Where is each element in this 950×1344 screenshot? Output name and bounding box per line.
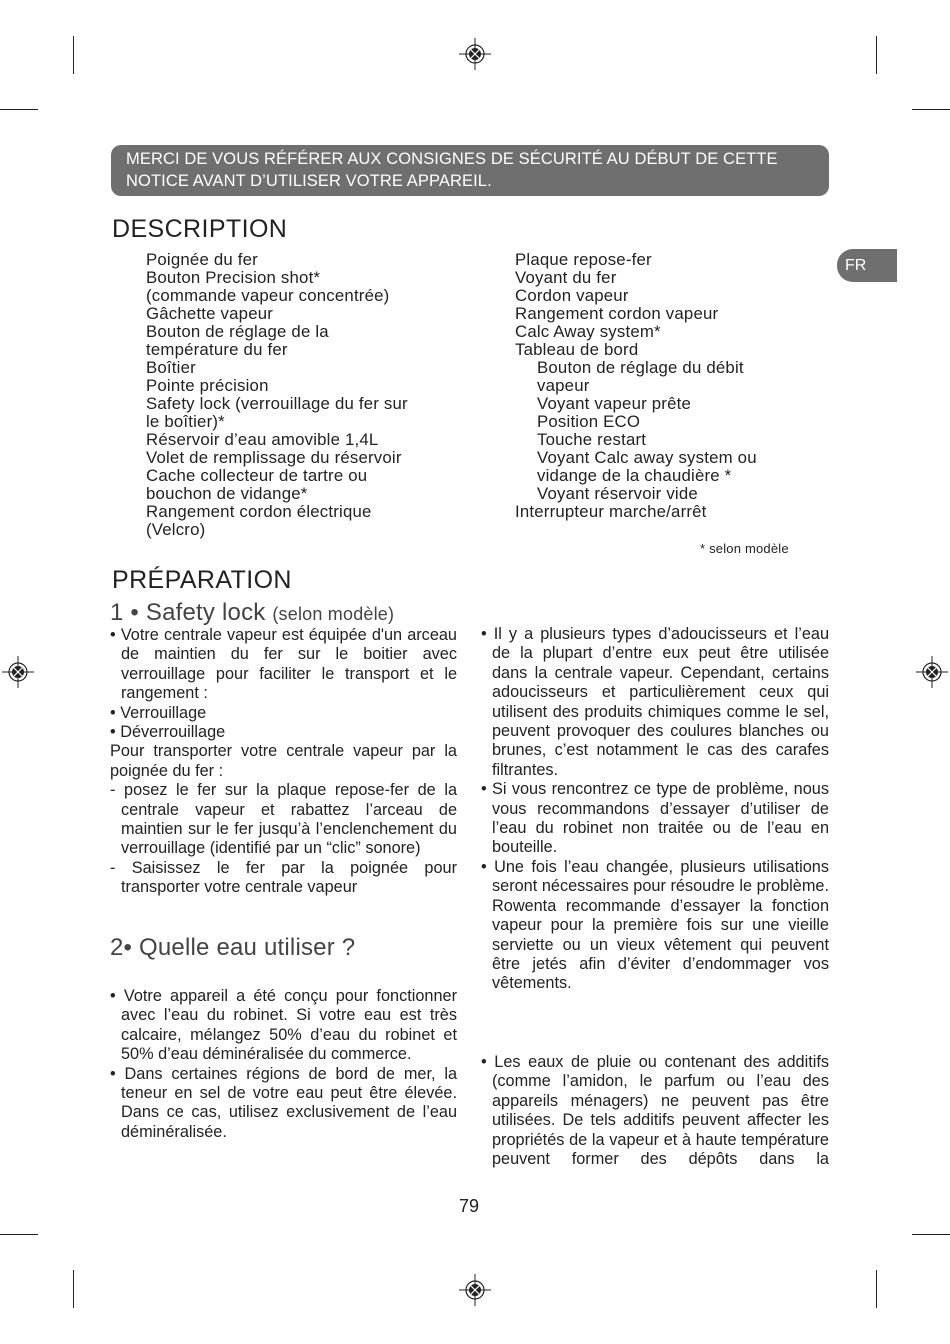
crop-mark xyxy=(73,1270,74,1308)
list-sub-item: Bouton de réglage du débit xyxy=(537,358,744,377)
footnote: * selon modèle xyxy=(700,541,789,556)
registration-mark-icon xyxy=(459,1274,491,1306)
list-sub-item: Position ECO xyxy=(537,412,641,431)
paragraph: Pour transporter votre centrale vapeur par la poignée du fer : xyxy=(110,742,457,780)
paragraph: • Verrouillage xyxy=(110,703,207,722)
paragraph: • Il y a plusieurs types d’adoucisseurs et l’eau de la plupart d’entre eux peut être utilisée dans la centrale vapeur. Cependant, certains adoucisseurs et particulièrement ceux qui utilisent des produits chimiques comme le sel, peuvent provoquer des coulures blanches ou brunes, c’est notamment le cas des carafes filtrantes. xyxy=(481,625,829,779)
paragraph: - posez le fer sur la plaque repose-fer de la centrale vapeur et rabattez l’arceau de maintien sur le fer jusqu’à l’enclenchement du verrouillage (identifié par un “clic” sonore) xyxy=(110,781,457,858)
crop-mark xyxy=(0,109,38,110)
registration-mark-icon xyxy=(2,656,34,688)
list-item: Bouton de réglage de la xyxy=(146,322,329,341)
banner-line: MERCI DE VOUS RÉFÉRER AUX CONSIGNES DE SÉCURITÉ AU DÉBUT DE CETTE xyxy=(126,150,778,168)
page-number: 79 xyxy=(459,1196,480,1216)
list-item: Interrupteur marche/arrêt xyxy=(515,502,707,521)
paragraph: • Une fois l’eau changée, plusieurs utilisations seront nécessaires pour résoudre le problème. Rowenta recommande d’essayer la fonction vapeur pour la première fois sur une vieille serviette ou un vieux vêtement qui peuvent être jetés afin d’éviter d’endommager vos vêtements. xyxy=(481,857,829,993)
section-1-heading: 1 • Safety lock xyxy=(110,599,266,626)
language-tab: FR xyxy=(837,249,897,282)
list-item: (Velcro) xyxy=(146,520,206,539)
registration-mark-icon xyxy=(916,656,948,688)
registration-mark-icon xyxy=(459,38,491,70)
list-item: Rangement cordon vapeur xyxy=(515,304,719,323)
description-right-list xyxy=(515,251,757,521)
right-column xyxy=(481,625,829,994)
list-item: bouchon de vidange* xyxy=(146,484,308,503)
list-item: Volet de remplissage du réservoir xyxy=(146,448,402,467)
safety-banner xyxy=(111,145,829,196)
list-sub-item: Voyant Calc away system ou xyxy=(537,448,757,467)
section-1-subheading: (selon modèle) xyxy=(272,604,395,624)
description-title: DESCRIPTION xyxy=(112,215,288,243)
list-item: Tableau de bord xyxy=(515,340,639,359)
list-item: température du fer xyxy=(146,340,288,359)
list-item: Voyant du fer xyxy=(515,268,617,287)
list-item: Rangement cordon électrique xyxy=(146,502,372,521)
list-sub-item: Voyant réservoir vide xyxy=(537,484,698,503)
list-item: Safety lock (verrouillage du fer sur xyxy=(146,394,408,413)
paragraph: • Dans certaines régions de bord de mer, la teneur en sel de votre eau peut être élevée. Dans ce cas, utilisez exclusivement de l’eau déminéralisée. xyxy=(110,1064,457,1141)
paragraph: - Saisissez le fer par la poignée pour transporter votre centrale vapeur xyxy=(110,858,457,897)
right-column-2 xyxy=(481,1053,829,1169)
section-1-title xyxy=(110,599,394,627)
preparation-title: PRÉPARATION xyxy=(112,566,292,594)
list-item: le boîtier)* xyxy=(146,412,225,431)
banner-line: NOTICE AVANT D’UTILISER VOTRE APPAREIL. xyxy=(126,172,492,190)
section-2-title: 2• Quelle eau utiliser ? xyxy=(110,934,356,961)
list-sub-item: vapeur xyxy=(537,376,590,395)
list-item: Bouton Precision shot* xyxy=(146,268,321,287)
crop-mark xyxy=(912,1234,950,1235)
list-sub-item: vidange de la chaudière * xyxy=(537,466,732,485)
left-column xyxy=(110,626,457,898)
crop-mark xyxy=(876,1270,877,1308)
list-item: Gâchette vapeur xyxy=(146,304,274,323)
description-left-list xyxy=(146,251,408,539)
paragraph: • Votre appareil a été conçu pour fonctionner avec l’eau du robinet. Si votre eau est très calcaire, mélangez 50% d’eau du robinet et 50% d’eau déminéralisée du commerce. xyxy=(110,987,457,1064)
crop-mark xyxy=(73,36,74,74)
list-item: Plaque repose-fer xyxy=(515,250,652,269)
crop-mark xyxy=(0,1234,38,1235)
list-item: Cordon vapeur xyxy=(515,286,629,305)
paragraph: • Déverrouillage xyxy=(110,723,226,742)
list-item: Pointe précision xyxy=(146,376,269,395)
list-sub-item: Touche restart xyxy=(537,430,647,449)
list-item: Boîtier xyxy=(146,358,196,377)
list-item: Poignée du fer xyxy=(146,250,258,269)
paragraph: • Si vous rencontrez ce type de problème, nous vous recommandons d’essayer d’utiliser de l’eau du robinet non traitée ou de l’eau en bouteille. xyxy=(481,780,829,857)
list-item: (commande vapeur concentrée) xyxy=(146,286,390,305)
list-sub-item: Voyant vapeur prête xyxy=(537,394,692,413)
list-item: Calc Away system* xyxy=(515,322,661,341)
list-item: Réservoir d’eau amovible 1,4L xyxy=(146,430,379,449)
paragraph: • Votre centrale vapeur est équipée d'un arceau de maintien du fer sur le boitier avec verrouillage pour faciliter le transport et le rangement : xyxy=(110,626,457,703)
list-item: Cache collecteur de tartre ou xyxy=(146,466,368,485)
left-column-2 xyxy=(110,987,457,1142)
crop-mark xyxy=(876,36,877,74)
crop-mark xyxy=(912,109,950,110)
paragraph: • Les eaux de pluie ou contenant des additifs (comme l’amidon, le parfum ou l’eau des appareils ménagers) ne peuvent pas être utilisées. De tels additifs peuvent affecter les propriétés de la vapeur et à haute température peuvent former des dépôts dans la xyxy=(481,1053,829,1169)
